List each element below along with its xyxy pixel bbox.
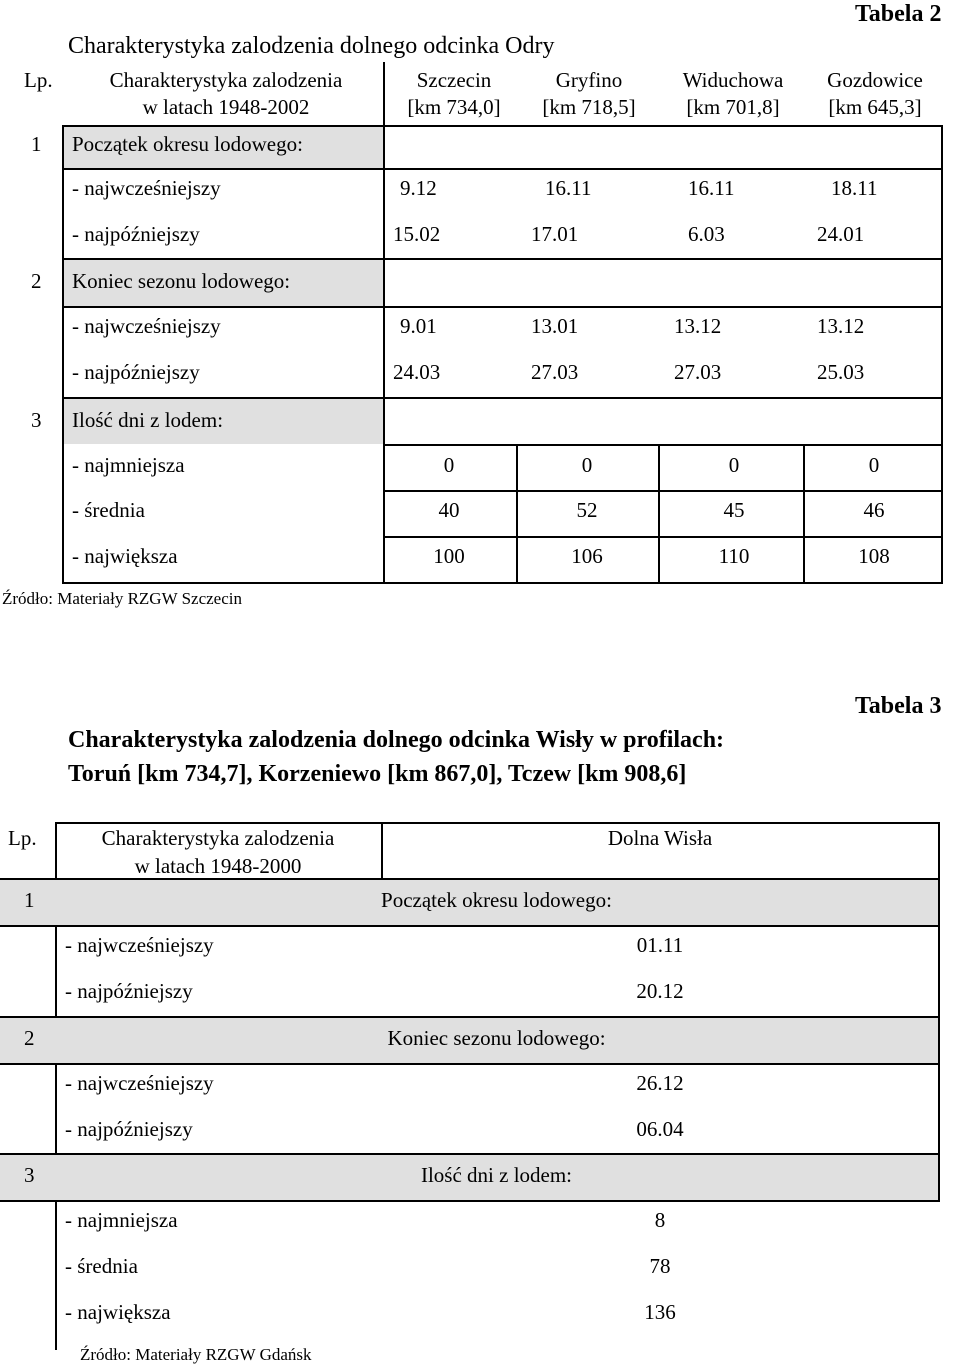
table2-rule [62, 125, 64, 584]
table2-station-3-km: [km 701,8] [686, 95, 780, 119]
table2-section-1-title: Początek okresu lodowego: [72, 132, 303, 156]
table2-cell: 40 [438, 498, 460, 522]
table3-rule [0, 1153, 940, 1155]
table3-row-label: - najpóźniejszy [65, 979, 193, 1003]
table2-cell: 16.11 [545, 176, 592, 200]
table2-cell: 18.11 [831, 176, 878, 200]
table3-section-2-title: Koniec sezonu lodowego: [387, 1026, 606, 1050]
table3-rule [55, 822, 940, 824]
table2-rule [516, 444, 518, 584]
table2-rule [658, 444, 660, 584]
table3-col-char-line2: w latach 1948-2000 [134, 854, 302, 878]
table2-cell: 110 [718, 544, 750, 568]
table2-rule [803, 444, 805, 584]
table2-col-lp: Lp. [24, 68, 53, 92]
table2-row-label: - najwcześniejszy [72, 314, 221, 338]
table2-cell: 100 [433, 544, 465, 568]
table2-cell: 16.11 [688, 176, 735, 200]
table2-station-2-km: [km 718,5] [542, 95, 636, 119]
table2-section-2-no: 2 [31, 269, 42, 293]
table3-section-3-no: 3 [24, 1163, 35, 1187]
table2-cell: 13.01 [531, 314, 579, 338]
table2-rule [63, 125, 943, 127]
table3-cell: 01.11 [636, 933, 684, 957]
table3 [0, 820, 960, 1369]
table3-row-label: - średnia [65, 1254, 138, 1278]
table2-station-1-name: Szczecin [416, 68, 492, 92]
table2-row-label: - średnia [72, 498, 145, 522]
table3-rule [0, 1200, 940, 1202]
table3-cell: 136 [644, 1300, 676, 1324]
table3-rule [381, 822, 383, 878]
table3-row-label: - najwcześniejszy [65, 1071, 214, 1095]
table2-cell: 108 [858, 544, 890, 568]
table2-cell: 45 [723, 498, 745, 522]
table2-cell: 24.03 [393, 360, 441, 384]
table2-cell: 0 [581, 453, 593, 477]
table2-source: Źródło: Materiały RZGW Szczecin [2, 589, 242, 608]
table3-cell: 26.12 [636, 1071, 684, 1095]
table2-title: Charakterystyka zalodzenia dolnego odcinka Odry [68, 33, 555, 59]
table2-cell: 0 [868, 453, 880, 477]
table2-cell: 13.12 [674, 314, 722, 338]
table2-rule [383, 62, 385, 584]
table3-rule [938, 822, 940, 1200]
table2-cell: 25.03 [817, 360, 865, 384]
table2-number: Tabela 2 [855, 1, 942, 27]
table2-row-label: - największa [72, 544, 178, 568]
table3-number: Tabela 3 [855, 693, 942, 719]
table2-cell: 24.01 [817, 222, 865, 246]
table3-rule [55, 822, 57, 878]
table3-cell: 8 [654, 1208, 666, 1232]
table2-rule [63, 306, 943, 308]
table3-row-label: - najwcześniejszy [65, 933, 214, 957]
table3-rule [0, 878, 940, 880]
table2-cell: 6.03 [688, 222, 725, 246]
table2-rule [941, 125, 943, 584]
table2-rule [63, 258, 943, 260]
table3-col-region: Dolna Wisła [607, 826, 713, 850]
table2-col-char-line2: w latach 1948-2002 [142, 95, 310, 119]
table2-cell: 0 [728, 453, 740, 477]
table2-row-label: - najwcześniejszy [72, 176, 221, 200]
table3-cell: 78 [649, 1254, 671, 1278]
table3-cell: 20.12 [636, 979, 684, 1003]
table3-section-2-no: 2 [24, 1026, 35, 1050]
table2-section-3-title: Ilość dni z lodem: [72, 408, 224, 432]
table2-row-label: - najmniejsza [72, 453, 185, 477]
table3-rule [0, 1016, 940, 1018]
table3-title-line1: Charakterystyka zalodzenia dolnego odcinka Wisły w profilach: [68, 727, 725, 753]
table2-rule [63, 168, 943, 170]
table3-rule [0, 925, 940, 927]
table2-cell: 46 [863, 498, 885, 522]
table2-cell: 17.01 [531, 222, 579, 246]
table2-cell: 0 [443, 453, 455, 477]
table3-section-1-title: Początek okresu lodowego: [381, 888, 612, 912]
table3-source: Źródło: Materiały RZGW Gdańsk [80, 1345, 312, 1364]
table2-cell: 9.01 [400, 314, 437, 338]
table2-cell: 27.03 [531, 360, 579, 384]
table2-station-4-name: Gozdowice [827, 68, 923, 92]
table2-section-3-no: 3 [31, 408, 42, 432]
table2-rule [63, 582, 943, 584]
table3-rule [0, 1063, 940, 1065]
table2-row-label: - najpóźniejszy [72, 360, 200, 384]
table3-cell: 06.04 [636, 1117, 684, 1141]
table2-col-char-line1: Charakterystyka zalodzenia [109, 68, 343, 92]
table2-section-2-title: Koniec sezonu lodowego: [72, 269, 291, 293]
table2-cell: 13.12 [817, 314, 865, 338]
table2-rule [383, 490, 943, 492]
table2-station-3-name: Widuchowa [682, 68, 784, 92]
table2-row-label: - najpóźniejszy [72, 222, 200, 246]
table2-station-1-km: [km 734,0] [407, 95, 501, 119]
table3-section-3-title: Ilość dni z lodem: [420, 1163, 573, 1187]
table2-cell: 15.02 [393, 222, 441, 246]
table3-row-label: - najmniejsza [65, 1208, 178, 1232]
table3-section-1-no: 1 [24, 888, 35, 912]
table2 [0, 0, 960, 620]
table3-rule [55, 1200, 57, 1350]
table3-col-lp: Lp. [8, 826, 37, 850]
table2-station-4-km: [km 645,3] [828, 95, 922, 119]
table2-station-2-name: Gryfino [555, 68, 623, 92]
table2-cell: 27.03 [674, 360, 722, 384]
table3-row-label: - największa [65, 1300, 171, 1324]
table2-cell: 106 [571, 544, 603, 568]
table2-section-1-no: 1 [31, 132, 42, 156]
table2-rule [63, 397, 943, 399]
table3-row-label: - najpóźniejszy [65, 1117, 193, 1141]
table2-rule [383, 536, 943, 538]
table3-title-line2: Toruń [km 734,7], Korzeniewo [km 867,0], Tczew [km 908,6] [68, 761, 687, 787]
table2-rule [383, 444, 943, 446]
table3-col-char-line1: Charakterystyka zalodzenia [101, 826, 335, 850]
table2-cell: 9.12 [400, 176, 437, 200]
table3-rule [55, 925, 57, 1016]
table2-cell: 52 [576, 498, 598, 522]
table3-rule [55, 1063, 57, 1153]
